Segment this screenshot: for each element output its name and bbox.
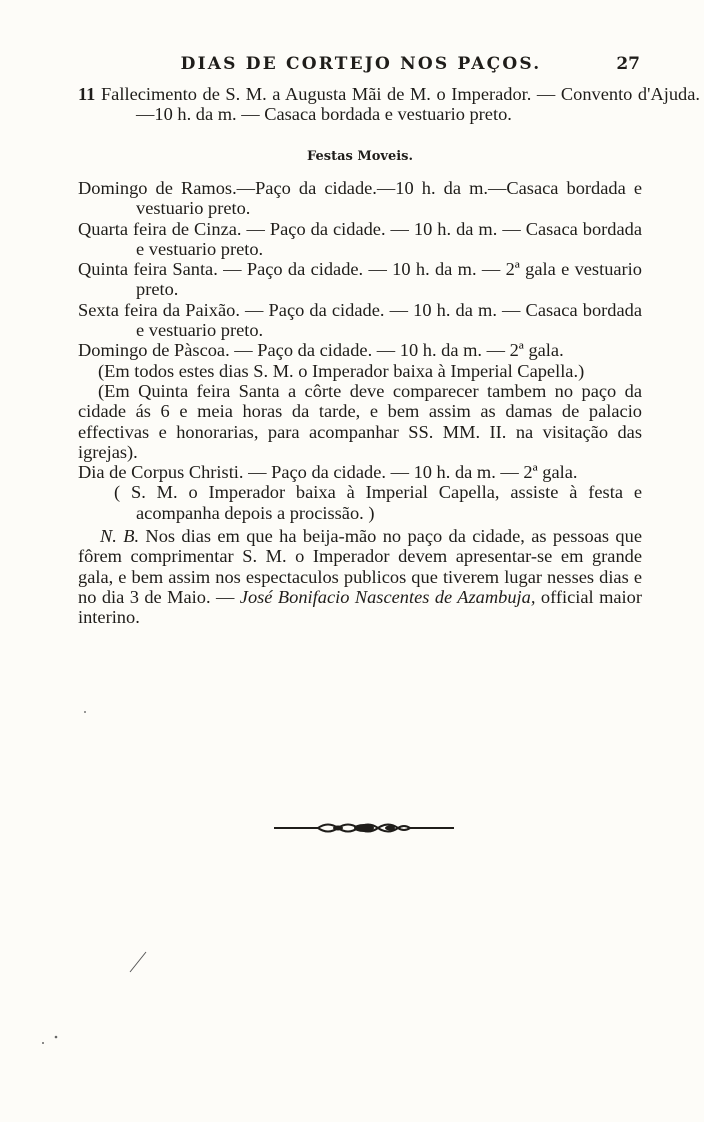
entry-11 bbox=[78, 84, 700, 125]
nota-bene bbox=[78, 526, 642, 627]
page-header bbox=[78, 54, 644, 80]
signature-name: José Bonifacio Nascentes de Azambuja, bbox=[239, 586, 536, 607]
festa-item: Domingo de Ramos.—Paço da cidade.—10 h. da m.—Casaca bordada e vestuario preto. bbox=[78, 178, 642, 219]
signature-role: official maior interino. bbox=[78, 586, 642, 628]
nb-label: N. B. bbox=[100, 526, 140, 546]
note-todos-estes-dias: (Em todos estes dias S. M. o Imperador baixa à Imperial Capella.) bbox=[98, 360, 585, 381]
nb-paragraph bbox=[78, 526, 642, 627]
entry-number: 11 bbox=[78, 84, 96, 104]
festa-item: Quinta feira Santa. — Paço da cidade. — 10 h. da m. — 2ª gala e vestuario preto. bbox=[78, 259, 642, 300]
festa-item: Domingo de Pàscoa. — Paço da cidade. — 10 h. da m. — 2ª gala. bbox=[78, 340, 564, 361]
ornament-divider-icon bbox=[272, 818, 456, 838]
festa-item-corpus: Dia de Corpus Christi. — Paço da cidade. — 10 h. da m. — 2ª gala. bbox=[78, 462, 578, 483]
note-corpus: ( S. M. o Imperador baixa à Imperial Capella, assiste à festa e acompanha depois a procissão. ) bbox=[114, 482, 642, 523]
running-title: DIAS DE CORTEJO NOS PAÇOS. bbox=[180, 54, 542, 74]
festa-item: Sexta feira da Paixão. — Paço da cidade. — 10 h. da m. — Casaca bordada e vestuario preto. bbox=[78, 299, 642, 341]
ink-speck-icon bbox=[82, 708, 88, 716]
section-heading: Festas Moveis. bbox=[306, 149, 414, 164]
page-number: 27 bbox=[616, 54, 640, 74]
festas-list bbox=[78, 178, 642, 523]
nb-text: Nos dias em que ha beija-mão no paço da cidade, as pessoas que fôrem comprimentar S. M. o Imperador devem apresentar-se em grande gala, e bem assim nos espectaculos publicos que tiverem lugar nesses dias e no dia 3 de Maio. — bbox=[78, 526, 642, 607]
pen-stroke-mark-icon bbox=[128, 950, 148, 974]
festa-item: Quarta feira de Cinza. — Paço da cidade. — 10 h. da m. — Casaca bordada e vestuario preto. bbox=[78, 218, 642, 259]
ink-dots-icon bbox=[40, 1034, 60, 1046]
entry-text: Fallecimento de S. M. a Augusta Mãi de M. o Imperador. — Convento d'Ajuda. —10 h. da m. — Casaca bordada e vestuario preto. bbox=[100, 84, 700, 125]
note-quinta-santa: (Em Quinta feira Santa a côrte deve comparecer tambem no paço da cidade ás 6 e meia horas da tarde, e bem assim as damas de palacio effectivas e honorarias, para acompanhar SS. MM. II. na visitação das igrejas). bbox=[78, 380, 642, 462]
